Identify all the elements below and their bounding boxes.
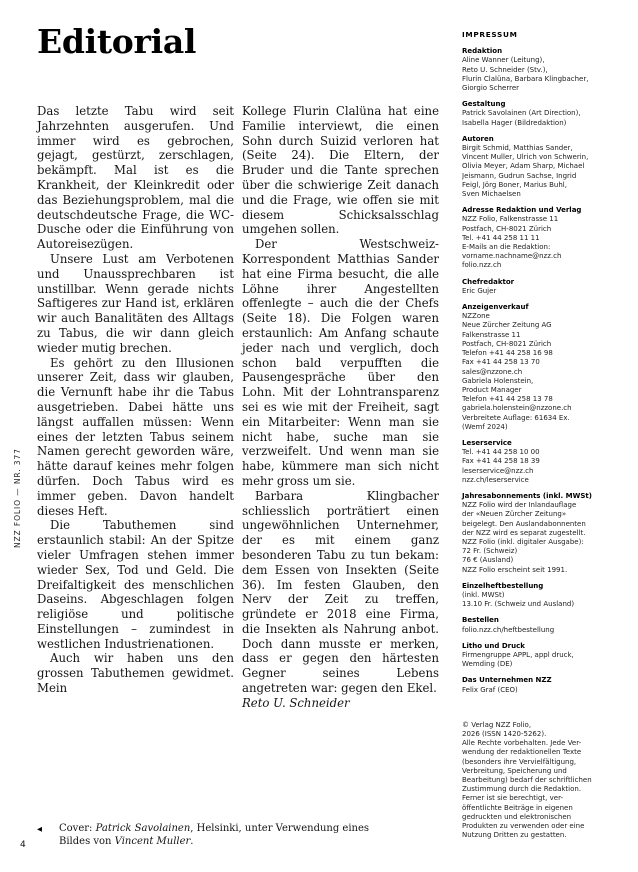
cover-credit-designer: Patrick Savolainen — [95, 823, 191, 834]
impressum-line: E-Mails an die Redaktion: — [462, 243, 551, 252]
impressum-line: NZZ Folio, Falkenstrasse 11 — [462, 215, 559, 224]
impressum-section-heading: Autoren — [462, 134, 494, 143]
impressum-line: Fax +41 44 258 13 70 — [462, 358, 540, 367]
cover-credit-photographer: Vincent Muller — [114, 836, 191, 847]
paragraph: Kollege Flurin Clalüna hat eine Familie interviewt, die einen Sohn durch Suizid verloren hat (Seite 24). Die Eltern, der Bruder und die Tante sprechen über die schwierige Zeit danach und die Frage, wie offen sie mit diesem Schicksalsschlag umgehen sollen. — [242, 104, 439, 237]
impressum-line: Produkten zu verwenden oder eine — [462, 822, 585, 831]
impressum-title: IMPRESSUM — [462, 30, 518, 39]
cover-credit-middle: , Helsinki, unter Verwendung eines Bildes von — [59, 823, 370, 847]
impressum-line: vorname.nachname@nzz.ch — [462, 252, 562, 261]
impressum-line: Neue Zürcher Zeitung AG — [462, 321, 552, 330]
editorial-column-1 — [37, 104, 234, 696]
impressum-line: sales@nzzone.ch — [462, 367, 523, 376]
impressum-line: Firmengruppe APPL, appl druck, — [462, 650, 574, 659]
impressum-line: Verbreitete Auflage: 61634 Ex. — [462, 413, 570, 422]
cover-credit-suffix: . — [190, 836, 194, 847]
impressum-line: Nutzung Dritten zu gestatten. — [462, 831, 567, 840]
impressum-line: Feigl, Jörg Boner, Marius Buhl, — [462, 180, 567, 189]
impressum-section-heading: Gestaltung — [462, 100, 506, 109]
impressum-section — [462, 616, 624, 634]
impressum-line: Wemding (DE) — [462, 660, 513, 669]
cover-credit — [37, 822, 377, 848]
impressum-line: gedruckten und elektronischen — [462, 812, 572, 821]
paragraph: Auch wir haben uns den grossen Tabuthemen gewidmet. Mein — [37, 651, 234, 696]
impressum-line: 72 Fr. (Schweiz) — [462, 547, 518, 556]
impressum-line: (besonders ihre Vervielfältigung, — [462, 757, 577, 766]
impressum-line: Birgit Schmid, Matthias Sander, — [462, 144, 573, 153]
impressum-line: Postfach, CH-8021 Zürich — [462, 224, 552, 233]
impressum-line: Felix Graf (CEO) — [462, 685, 518, 694]
impressum-line: © Verlag NZZ Folio, — [462, 720, 532, 729]
impressum-line: Vincent Muller, Ulrich von Schwerin, — [462, 153, 589, 162]
paragraph: Unsere Lust am Verbotenen und Unaussprechbaren ist unstillbar. Wenn gerade nichts Saftigeres zur Hand ist, erklären wir auch Banalitäten des Alltags zu Tabus, die wir dann gleich wieder mutig brechen. — [37, 251, 234, 355]
editorial-column-2 — [242, 104, 439, 711]
impressum-line: (inkl. MWSt) — [462, 590, 505, 599]
impressum-line: Zustimmung durch die Redaktion. — [462, 785, 582, 794]
impressum-line: Isabella Hager (Bildredaktion) — [462, 118, 567, 127]
impressum-section-heading: Chefredaktor — [462, 277, 515, 286]
author-signature: Reto U. Schneider — [242, 695, 350, 710]
impressum-line: Verbreitung, Speicherung und — [462, 766, 567, 775]
impressum-line: nzz.ch/leserservice — [462, 475, 529, 484]
impressum-line: Alle Rechte vorbehalten. Jede Ver- — [462, 739, 582, 748]
triangle-left-icon: ◀ — [37, 825, 42, 833]
impressum-line: NZZ Folio wird der Inlandauflage — [462, 501, 577, 510]
cover-credit-prefix: Cover: — [59, 823, 96, 834]
impressum-line: Tel. +41 44 258 11 11 — [462, 233, 540, 242]
impressum-line: 2026 (ISSN 1420-5262). — [462, 730, 547, 738]
impressum-line: Product Manager — [462, 385, 522, 394]
impressum-line: leserservice@nzz.ch — [462, 466, 534, 475]
impressum-line: Aline Wanner (Leitung), — [462, 56, 545, 65]
impressum-line: NZZone — [462, 312, 490, 321]
impressum-line: folio.nzz.ch — [462, 261, 502, 270]
impressum-line: Bearbeitung) bedarf der schriftlichen — [462, 776, 592, 785]
impressum-section — [462, 47, 624, 93]
impressum-line: Eric Gujer — [462, 286, 497, 295]
impressum-line: Postfach, CH-8021 Zürich — [462, 339, 552, 348]
impressum-line: beigelegt. Den Auslandabonnenten — [462, 519, 586, 528]
impressum-line: folio.nzz.ch/heftbestellung — [462, 625, 555, 634]
impressum-line: 76 € (Ausland) — [462, 556, 514, 565]
impressum-line: Tel. +41 44 258 10 00 — [462, 448, 540, 457]
impressum-copyright — [462, 721, 624, 841]
impressum-section — [462, 100, 624, 128]
impressum-line: Patrick Savolainen (Art Direction), — [462, 109, 581, 118]
impressum-line: Olivia Meyer, Adam Sharp, Michael — [462, 162, 585, 171]
page-number: 4 — [20, 840, 26, 850]
impressum-section-heading: Bestellen — [462, 616, 499, 625]
cover-credit-text — [59, 822, 377, 848]
impressum-line: der «Neuen Zürcher Zeitung» — [462, 510, 567, 519]
impressum-section — [462, 278, 624, 296]
paragraph: Barbara Klingbacher schliesslich porträtiert einen ungewöhnlichen Unternehmer, der es mit einem ganz besonderen Tabu zu tun bekam: dem Essen von Insekten (Seite 36). Im festen Glauben, den Nerv der Zeit zu treffen, gründete er 2018 eine Firma, die Insekten als Nahrung anbot. Doch dann musste er merken, dass er gegen den härtesten Gegner seines Lebens angetreten war: gegen den Ekel. — [242, 488, 439, 696]
impressum-section — [462, 135, 624, 199]
impressum-line: Reto U. Schneider (Stv.), — [462, 65, 548, 74]
impressum-line: (Wemf 2024) — [462, 422, 508, 431]
impressum-line: NZZ Folio erscheint seit 1991. — [462, 565, 568, 574]
impressum-line: Fax +41 44 258 18 39 — [462, 457, 540, 466]
impressum-line: gabriela.holenstein@nzzone.ch — [462, 404, 572, 413]
page-title: Editorial — [37, 22, 197, 61]
impressum-section — [462, 676, 624, 694]
impressum-line: wendung der redaktionellen Texte — [462, 748, 582, 757]
impressum-section-heading: Einzelheftbestellung — [462, 581, 544, 590]
impressum-section-heading: Litho und Druck — [462, 641, 525, 650]
impressum-section-heading: Redaktion — [462, 47, 503, 56]
impressum-line: Giorgio Scherrer — [462, 84, 520, 93]
impressum-line: NZZ Folio (inkl. digitaler Ausgabe): — [462, 537, 584, 546]
editorial-column-2-paragraphs — [242, 104, 439, 696]
impressum-line: Jeismann, Gudrun Sachse, Ingrid — [462, 171, 577, 180]
paragraph: Es gehört zu den Illusionen unserer Zeit, dass wir glauben, die Vernunft habe ihr die Tabus ausgetrieben. Dabei hätte uns längst auffallen müssen: Wenn eines der letzten Tabus seinem Namen gerecht geworden wäre, hätte darauf keines mehr folgen dürfen. Doch Tabus wird es immer geben. Davon handelt dieses Heft. — [37, 355, 234, 518]
impressum-section-heading: Das Unternehmen NZZ — [462, 676, 552, 685]
impressum-section — [462, 206, 624, 270]
paragraph: Das letzte Tabu wird seit Jahrzehnten ausgerufen. Und immer wird es gebrochen, gejagt, gestürzt, zerschlagen, bekämpft. Mal ist es die Krankheit, der Kleinkredit oder das Beziehungsproblem, mal die deutschdeutsche Frage, die WC-Dusche oder die Einführung von Autoreisezügen. — [37, 104, 234, 252]
impressum-line: Gabriela Holenstein, — [462, 376, 534, 385]
impressum-line: der NZZ wird es separat zugestellt. — [462, 528, 586, 537]
impressum-section-heading: Adresse Redaktion und Verlag — [462, 206, 582, 215]
impressum-section-heading: Leserservice — [462, 438, 512, 447]
impressum-section — [462, 582, 624, 610]
impressum-section — [462, 642, 624, 670]
impressum-line: Telefon +41 44 258 16 98 — [462, 349, 553, 358]
impressum-section — [462, 439, 624, 485]
impressum-line: Sven Michaelsen — [462, 190, 521, 199]
impressum-line: Falkenstrasse 11 — [462, 330, 521, 339]
impressum-section — [462, 303, 624, 432]
impressum-line: Flurin Clalüna, Barbara Klingbacher, — [462, 74, 589, 83]
paragraph: Die Tabuthemen sind erstaunlich stabil: An der Spitze vieler Umfragen stehen immer wieder Sex, Tod und Geld. Die Dreifaltigkeit des menschlichen Daseins. Abgeschlagen folgen religiöse und politische Einstellungen – zumindest in westlichen Industrienationen. — [37, 518, 234, 651]
impressum — [462, 30, 624, 840]
impressum-line: Telefon +41 44 258 13 78 — [462, 395, 553, 404]
spine-text: NZZ FOLIO — NR. 377 — [13, 448, 22, 548]
impressum-line: 13.10 Fr. (Schweiz und Ausland) — [462, 600, 575, 609]
impressum-section-heading: Jahresabonnements (inkl. MWSt) — [462, 491, 592, 500]
impressum-section-heading: Anzeigenverkauf — [462, 303, 529, 312]
impressum-sections — [462, 47, 624, 695]
impressum-line: Ferner ist sie berechtigt, ver- — [462, 794, 564, 803]
impressum-section — [462, 492, 624, 575]
impressum-line: öffentlichte Beiträge in eigenen — [462, 803, 573, 812]
paragraph: Der Westschweiz-Korrespondent Matthias Sander hat eine Firma besucht, die alle Löhne ihrer Angestellten offenlegte – auch die der Chefs (Seite 18). Die Folgen waren erstaunlich: Am Anfang schaute jeder nach und verglich, doch schon bald verpufften die Pausengespräche über den Lohn. Mit der Lohntransparenz sei es wie mit der Freiheit, sagt ein Mitarbeiter: Wenn man sie nicht habe, suche man sie verzweifelt. Und wenn man sie habe, kümmere man sich nicht mehr gross um sie. — [242, 237, 439, 488]
